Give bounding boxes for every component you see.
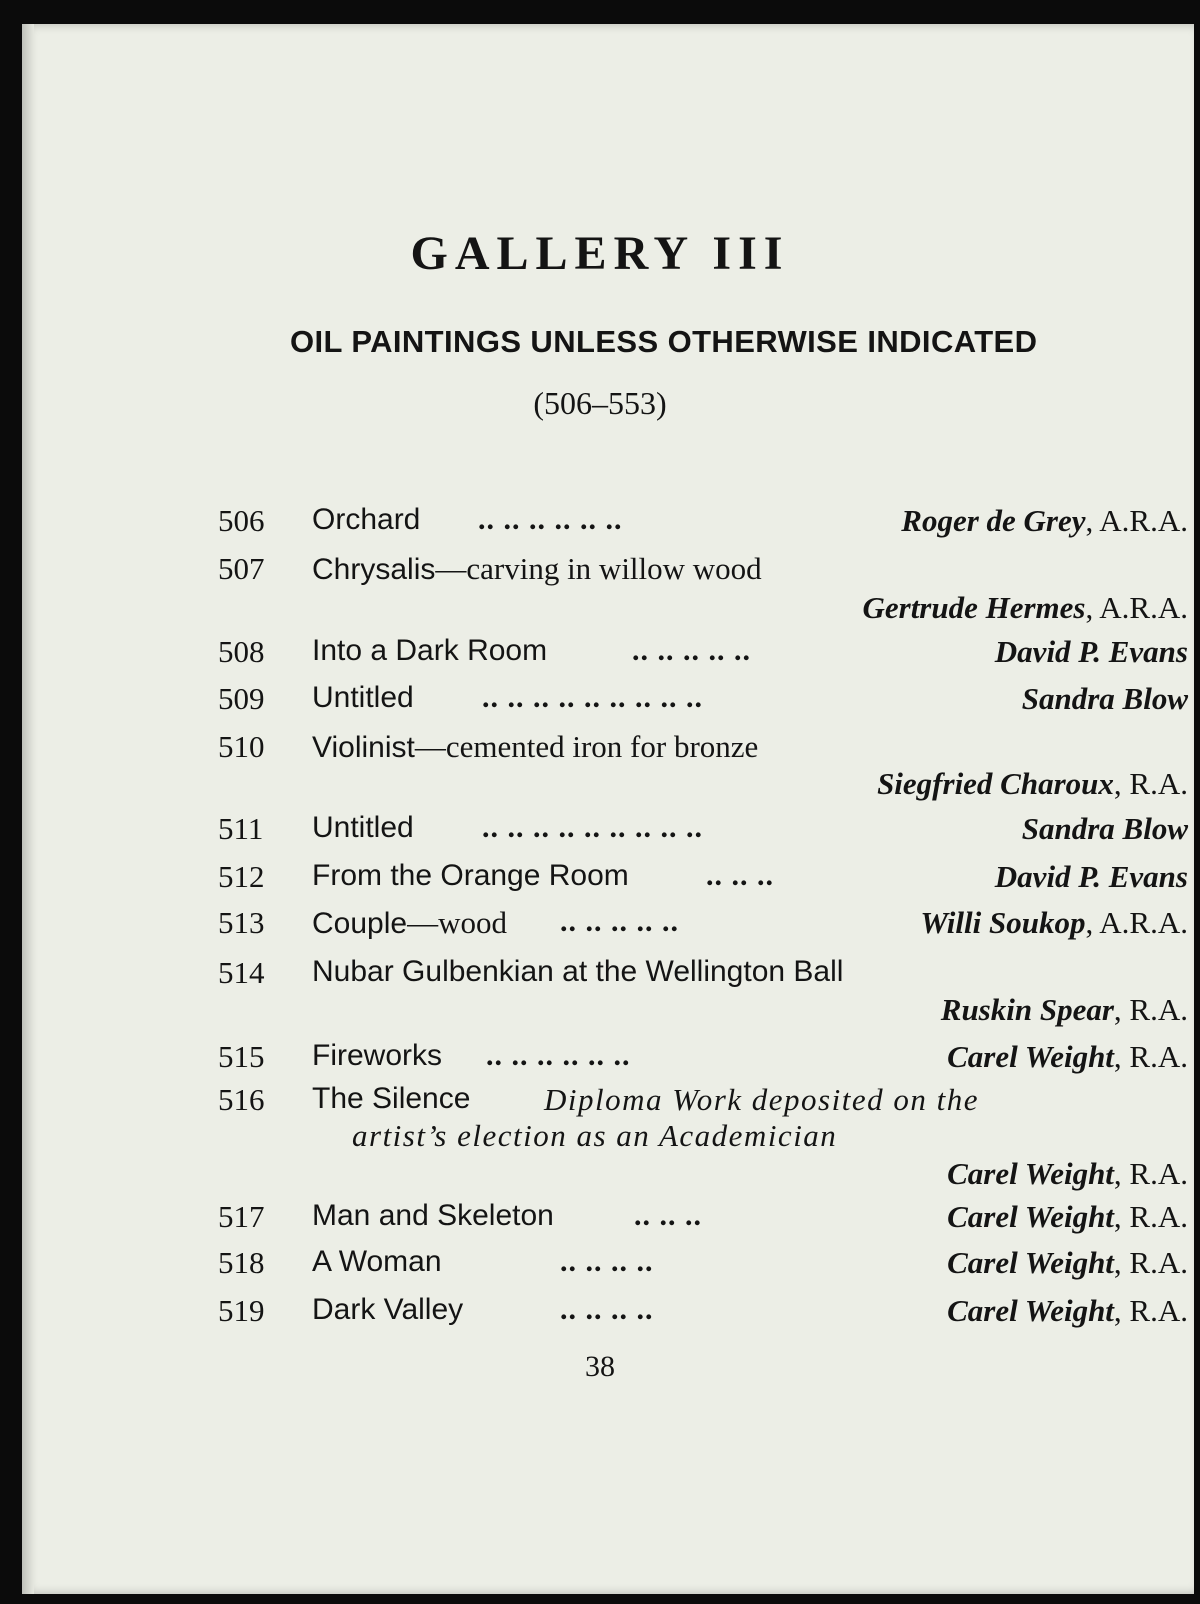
dot-leader: .. .. .. .. ..	[560, 905, 679, 938]
artist-name: Willi Soukop	[920, 905, 1086, 940]
entry-number: 512	[218, 859, 265, 894]
entry-medium: —carving in willow wood	[435, 551, 762, 586]
catalogue-entry	[0, 551, 1200, 595]
catalogue-entry	[0, 1199, 1200, 1243]
entry-number: 518	[218, 1245, 265, 1280]
artist-name: Gertrude Hermes	[862, 590, 1086, 625]
artist-name: Sandra Blow	[1021, 811, 1188, 846]
artist-suffix: , R.A.	[1113, 1156, 1188, 1191]
dot-leader: .. .. .. .. .. ..	[486, 1039, 631, 1072]
entry-artist	[941, 992, 1188, 1028]
artist-name: David P. Evans	[994, 859, 1188, 894]
dot-leader: .. .. .. ..	[560, 1245, 654, 1278]
entry-title: Untitled	[312, 681, 414, 714]
entry-title: Man and Skeleton	[312, 1199, 554, 1232]
title-text: Violinist	[312, 731, 415, 764]
dot-leader: .. .. ..	[706, 859, 774, 892]
artist-suffix: , R.A.	[1113, 1199, 1188, 1234]
artist-suffix: , R.A.	[1113, 1245, 1188, 1280]
entry-number: 508	[218, 634, 265, 669]
catalogue-entry	[0, 811, 1200, 855]
entry-title	[312, 551, 762, 587]
catalogue-entry	[0, 1293, 1200, 1337]
dot-leader: .. .. .. .. .. .. .. .. ..	[482, 811, 703, 844]
gallery-title: GALLERY III	[410, 227, 790, 280]
entry-title: The Silence	[312, 1082, 471, 1115]
entry-artist-line	[0, 766, 1200, 810]
page-number: 38	[585, 1350, 615, 1383]
entry-artist	[995, 634, 1188, 670]
entry-title: Orchard	[312, 503, 421, 536]
entry-title	[312, 729, 758, 765]
catalogue-range: (506–553)	[533, 385, 667, 421]
entry-artist	[947, 1199, 1188, 1235]
dot-leader: .. .. .. .. .. ..	[478, 503, 623, 536]
entry-artist	[920, 905, 1188, 941]
entry-medium: —cemented iron for bronze	[414, 729, 759, 764]
catalogue-entry	[0, 681, 1200, 725]
dot-leader: .. .. ..	[634, 1199, 702, 1232]
artist-name: Roger de Grey	[901, 503, 1086, 538]
entry-title: Untitled	[312, 811, 414, 844]
entry-number: 516	[218, 1082, 265, 1117]
artist-name: Carel Weight	[947, 1156, 1114, 1191]
entry-number: 506	[218, 503, 265, 538]
dot-leader: .. .. .. .. ..	[632, 634, 751, 667]
dot-leader: .. .. .. .. .. .. .. .. ..	[482, 681, 703, 714]
entry-number: 509	[218, 681, 265, 716]
entry-artist-line	[0, 590, 1200, 634]
artist-suffix: , R.A.	[1113, 1039, 1188, 1074]
artist-name: David P. Evans	[994, 634, 1188, 669]
artist-suffix: , A.R.A.	[1085, 590, 1188, 625]
entry-artist	[947, 1156, 1188, 1192]
catalogue-entry	[0, 634, 1200, 678]
entry-artist	[1022, 681, 1188, 717]
artist-name: Carel Weight	[947, 1293, 1114, 1328]
entry-title: Dark Valley	[312, 1293, 464, 1326]
entry-artist	[947, 1245, 1188, 1281]
entry-note: Diploma Work deposited on the	[544, 1082, 979, 1117]
artist-name: Ruskin Spear	[940, 992, 1114, 1027]
entry-artist	[877, 766, 1188, 802]
entry-number: 519	[218, 1293, 265, 1328]
entry-artist	[901, 503, 1188, 539]
entry-number: 511	[218, 811, 264, 846]
dot-leader: .. .. .. ..	[560, 1293, 654, 1326]
entry-medium: —wood	[407, 905, 507, 940]
artist-name: Carel Weight	[947, 1039, 1114, 1074]
entry-number: 514	[218, 955, 265, 990]
entry-number: 510	[218, 729, 265, 764]
entry-number: 517	[218, 1199, 265, 1234]
gallery-subtitle: OIL PAINTINGS UNLESS OTHERWISE INDICATED	[290, 324, 1038, 359]
entry-artist-line	[0, 1156, 1200, 1200]
entry-title: Nubar Gulbenkian at the Wellington Ball	[312, 955, 844, 988]
entry-artist	[947, 1293, 1188, 1329]
entry-title	[312, 905, 507, 941]
entry-note: artist’s election as an Academician	[352, 1118, 838, 1153]
entry-artist-line	[0, 992, 1200, 1036]
artist-name: Sandra Blow	[1021, 681, 1188, 716]
artist-suffix: , A.R.A.	[1085, 905, 1188, 940]
entry-artist	[995, 859, 1188, 895]
artist-name: Carel Weight	[947, 1245, 1114, 1280]
catalogue-entry	[0, 905, 1200, 949]
entry-number: 513	[218, 905, 265, 940]
entry-number: 515	[218, 1039, 265, 1074]
artist-name: Siegfried Charoux	[877, 766, 1114, 801]
entry-number: 507	[218, 551, 265, 586]
catalogue-entry	[0, 1245, 1200, 1289]
title-text: Couple	[312, 907, 408, 940]
artist-suffix: , R.A.	[1113, 992, 1188, 1027]
title-text: Chrysalis	[312, 553, 436, 586]
artist-suffix: , A.R.A.	[1085, 503, 1188, 538]
catalogue-entry	[0, 1039, 1200, 1083]
entry-artist	[1022, 811, 1188, 847]
entry-title: Fireworks	[312, 1039, 443, 1072]
entry-title: Into a Dark Room	[312, 634, 548, 667]
artist-name: Carel Weight	[947, 1199, 1114, 1234]
artist-suffix: , R.A.	[1113, 766, 1188, 801]
catalogue-entry	[0, 503, 1200, 547]
entry-artist	[862, 590, 1188, 626]
entry-title: A Woman	[312, 1245, 442, 1278]
entry-title: From the Orange Room	[312, 859, 629, 892]
entry-artist	[947, 1039, 1188, 1075]
artist-suffix: , R.A.	[1113, 1293, 1188, 1328]
catalogue-entry	[0, 859, 1200, 903]
